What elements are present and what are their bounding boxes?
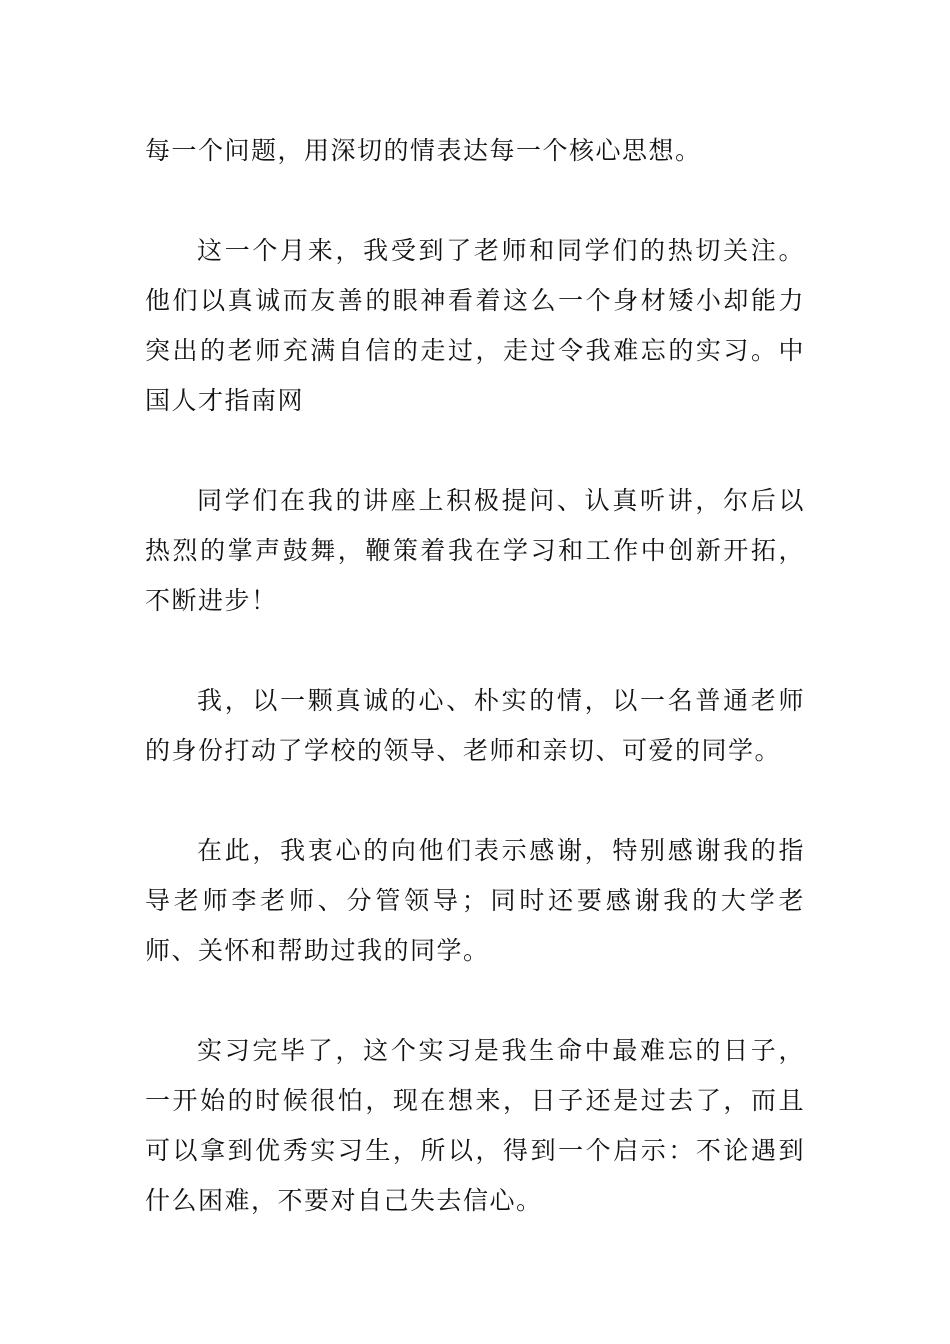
paragraph-lectures: 同学们在我的讲座上积极提问、认真听讲，尔后以热烈的掌声鼓舞，鞭策着我在学习和工作中创新开拓，不断进步！ [145, 486, 805, 615]
paragraph-attention: 这一个月来，我受到了老师和同学们的热切关注。他们以真诚而友善的眼神看着这么一个身材矮小却能力突出的老师充满自信的走过，走过令我难忘的实习。中国人才指南网 [145, 236, 805, 415]
paragraph-thanks: 在此，我衷心的向他们表示感谢，特别感谢我的指导老师李老师、分管领导；同时还要感谢我的大学老师、关怀和帮助过我的同学。 [145, 836, 805, 965]
paragraph-conclusion: 实习完毕了，这个实习是我生命中最难忘的日子，一开始的时候很怕，现在想来，日子还是过去了，而且可以拿到优秀实习生，所以，得到一个启示：不论遇到什么困难，不要对自己失去信心。 [145, 1036, 805, 1215]
document-body [145, 126, 805, 1276]
paragraph-sincerity: 我，以一颗真诚的心、朴实的情，以一名普通老师的身份打动了学校的领导、老师和亲切、可爱的同学。 [145, 686, 805, 765]
paragraph-continuation: 每一个问题，用深切的情表达每一个核心思想。 [145, 136, 702, 165]
